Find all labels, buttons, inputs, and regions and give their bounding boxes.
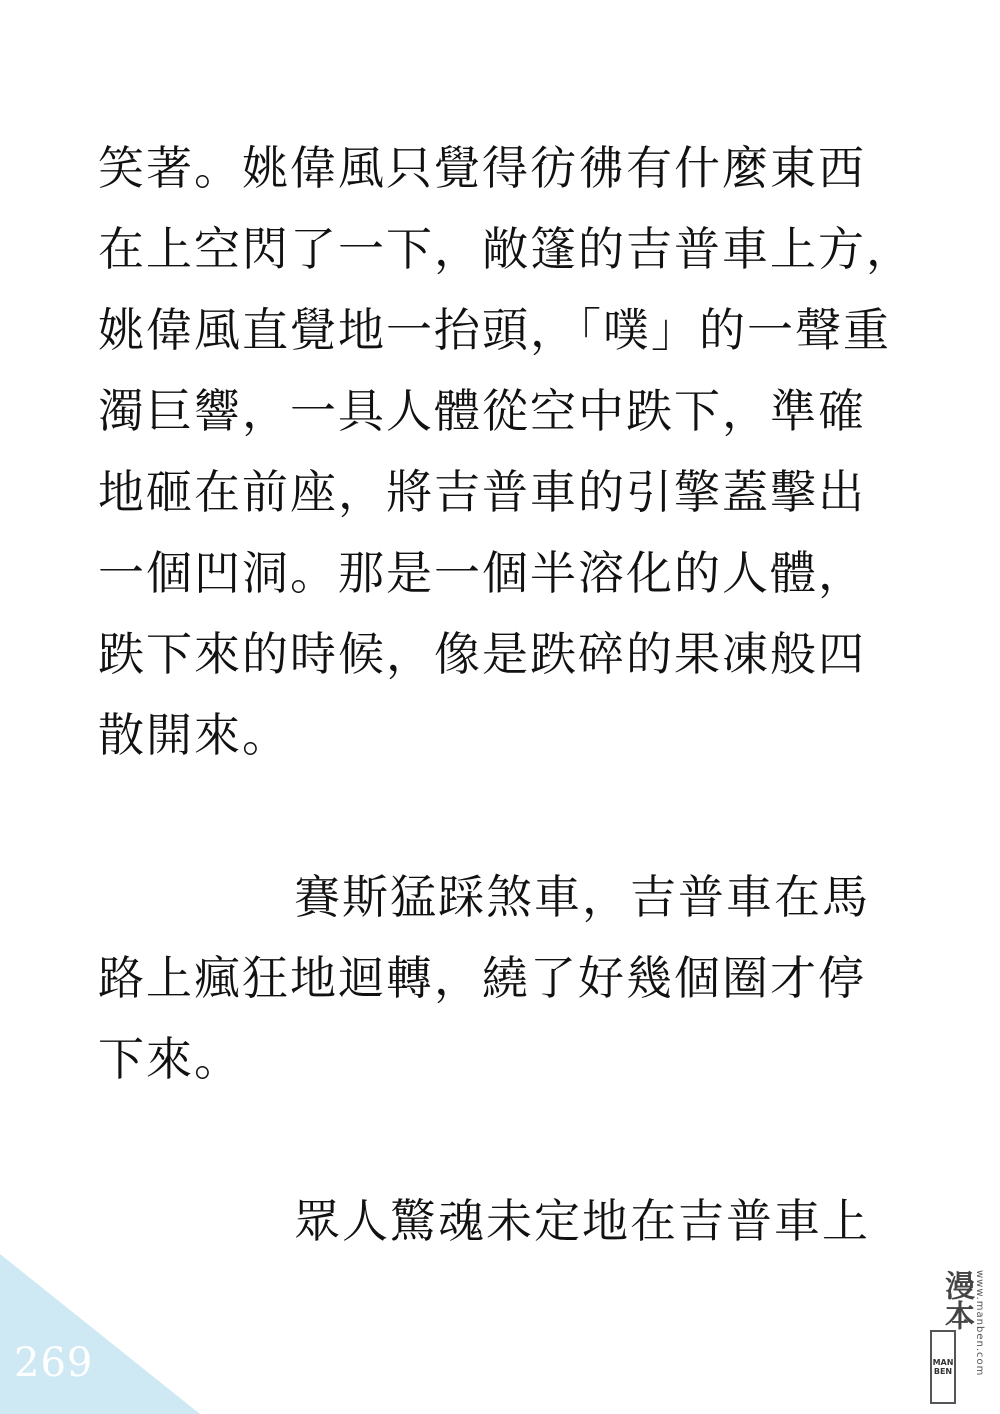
text-line: 地砸在前座，將吉普車的引擎蓋擊出: [98, 465, 866, 519]
corner-accent: [0, 1254, 200, 1414]
watermark-box: [930, 1330, 956, 1404]
text-line: 跌下來的時候，像是跌碎的果凍般四: [98, 627, 866, 681]
text-line: 眾人驚魂未定地在吉普車上: [294, 1194, 870, 1248]
text-line: 一個凹洞。那是一個半溶化的人體，: [98, 546, 866, 600]
text-line: 笑著。姚偉風只覺得彷彿有什麼東西: [98, 141, 866, 195]
paragraph-gap: [98, 1100, 958, 1181]
watermark-logo: [930, 1268, 990, 1406]
watermark-logo-text: 漫本: [939, 1270, 974, 1330]
text-line: 在上空閃了一下，敞篷的吉普車上方，: [98, 222, 914, 276]
text-line: 路上瘋狂地迴轉，繞了好幾個圈才停: [98, 951, 866, 1005]
text-line: 濁巨響，一具人體從空中跌下，準確: [98, 384, 866, 438]
text-line: 姚偉風直覺地一抬頭，「噗」的一聲重: [98, 303, 891, 357]
paragraph-gap: [98, 776, 958, 857]
watermark-box-top: MAN: [932, 1358, 954, 1367]
text-line: 賽斯猛踩煞車，吉普車在馬: [294, 870, 870, 924]
text-line: 散開來。: [98, 708, 290, 762]
page-number: 269: [14, 1340, 94, 1386]
watermark-url: www.manben.com: [974, 1270, 985, 1377]
watermark-box-bottom: BEN: [933, 1367, 953, 1376]
body-text: [98, 128, 958, 1262]
text-line: 下來。: [98, 1032, 242, 1086]
